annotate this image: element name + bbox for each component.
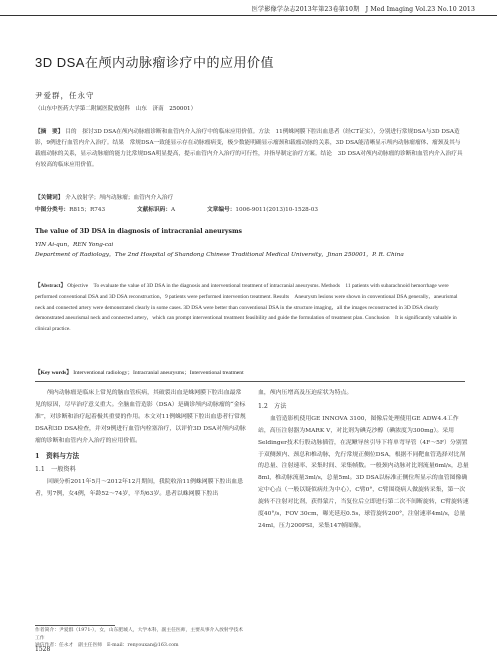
authors: 尹爱群，任永守 (35, 91, 95, 100)
doc-value: A (171, 207, 176, 213)
cls-label: 中图分类号： (35, 207, 70, 213)
abstract-cn (35, 127, 465, 171)
keywords-en-text: Interventional radiology；Intracranial aneurysms；Interventional treatment (73, 370, 244, 376)
keywords-cn-text: 介入放射学；颅内动脉瘤；血管内介入治疗 (65, 195, 174, 201)
body-column-right (258, 388, 470, 533)
continued-paragraph: 血，颅内压增高及压迫症状为特点。 (258, 390, 353, 396)
abstract-en (35, 281, 465, 335)
abstract-en-label: 【Abstract】 (35, 283, 66, 289)
cls-value: R815；R743 (69, 207, 106, 213)
english-authors: YIN Ai-qun，REN Yong-cai (35, 242, 114, 248)
running-head-text: 医学影像学杂志2013年第23卷第10期 J Med Imaging Vol.23 No.10 2013 (251, 6, 475, 13)
keywords-cn (35, 193, 465, 204)
classification-line (35, 205, 465, 216)
footnote-author-bio: 作者简介：尹爱群（1971-），女，山东肥城人，大学本科，副主任医师，主要从事介入放射学技术工作 (35, 628, 244, 641)
subsection-heading-1-1: 1.1 一般资料 (35, 466, 76, 474)
doc-label: 文献标识码： (136, 207, 172, 213)
header-rule (0, 15, 497, 16)
english-affiliation: Department of Radiology，The 2nd Hospital of Shandong Chinese Traditional Medical University，Jinan 250001，P. R. China (35, 252, 404, 258)
general-data-paragraph: 回顾分析2011年5月～2012年12月期间，我院收治11例蛛网膜下腔出血患者，男7例，女4例，年龄52～74岁，平均63岁。患者以蛛网膜下腔出 (35, 479, 243, 498)
abstract-label: 【摘 要】 (35, 129, 64, 135)
footnote (35, 627, 247, 650)
methods-paragraph: 血管造影机使用GE INNOVA 3100，图像后处理使用GE ADW4.4工作站，高压注射器为MARK V，对比剂为碘克沙醇（碘浓度为300mg）。采用Seldinger技术行股动脉插管，在泥鳅导丝引导下将单弯导管（4F～5F）分别置于双侧颈内、颈总和椎动脉，先行常规正侧位DSA，根据不同靶血管选择对比剂的总量、注射速率、采集时间、采集帧数。一般颈内动脉对比剂流量6ml/s，总量8ml，椎动脉流量3ml/s，总量5ml。3D DSA以标准正侧位所显示的血管图像确定中心点（一般以疑似病灶为中心），C臂0°，C臂围绕病人做旋转采集，第一次旋转不注射对比剂，获得蒙片，当复位后立即进行第二次不间断旋转，C臂旋转速度40°/s，FOV 30cm，曝光延迟0.5s，球管旋转200°，注射速率4ml/s，总量24ml，压力200PSI，采集147帧图像。 (258, 415, 469, 529)
section-heading-1: 1 资料与方法 (35, 451, 80, 460)
body-column-left (35, 388, 247, 501)
keywords-label: 【关键词】 (35, 195, 64, 201)
art-label: 文章编号： (206, 207, 236, 213)
keywords-en-label: 【Key words】 (35, 370, 72, 376)
abstract-cn-text: 目的 探讨3D DSA在颅内动脉瘤诊断和血管内介入治疗中的临床应用价值。方法 11例蛛网膜下腔出血患者（经CT证实），分别进行常规DSA与3D DSA造影，9例进行血管内介入治疗。结果 常规DSA一致能显示存在动脉瘤病变，极少数能明确显示瘤颈和载瘤动脉的关系，3D DSA能清晰显示颅内动脉瘤瘤体、瘤颈及其与载瘤动脉的关系，显示动脉瘤的能力比常规DSA明显提高，提示血管内介入治疗的可行性，并指导制定治疗方案。结论 3D DSA对颅内动脉瘤的诊断和血管内介入治疗具有较高的临床应用价值。 (35, 129, 463, 168)
intro-paragraph: 颅内动脉瘤是临床上常见的脑血管疾病，其破裂出血是蛛网膜下腔出血最常见的原因，尽早治疗意义重大。全脑血管造影（DSA）是确诊颅内动脉瘤的“金标准”，对诊断和治疗起着极其重要的作用。本文对11例蛛网膜下腔出血患者行常规DSA和3D DSA检查，并对9例进行血管内栓塞治疗，以评价3D DSA对颅内动脉瘤的诊断和血管内介入治疗的应用价值。 (35, 390, 246, 444)
english-title: The value of 3D DSA in diagnosis of intracranial aneurysms (35, 228, 243, 235)
page-number: 1528 (35, 646, 51, 653)
footnote-rule (35, 625, 115, 626)
affiliation: （山东中医药大学第二附属医院放射科 山东 济南 250001） (35, 106, 197, 112)
keywords-en (35, 368, 465, 376)
subsection-heading-1-2: 1.2 方法 (258, 402, 287, 410)
abstract-en-text: Objective To evaluate the value of 3D DSA in the diagnosis and interventional treatment of intracranial aneurysms. Methods 11 patients with subarachnoid hemorrhage were performed conventional DSA and 3D DSA reconstruction，9 patients were performed intervention treatment. Results Aneurysm lesions were shown in conventional DSA generally，aneurismal neck and connected artery were demonstrated clearly in some cases. 3D DSA were better than conventional DSA in the structure imaging，all the images reconstructed in 3D DSA clearly demonstrated aneurismal neck and connected artery，which can prompt interventional treatment feasibility and guide the formulation of treatment plan. Conclusion It is significantly valuable in clinical practice. (35, 283, 458, 333)
art-value: 1006-9011(2013)10-1528-03 (235, 207, 318, 213)
section-divider (35, 381, 465, 382)
footnote-correspondence: 通信作者：任永才 副主任医师 E-mail：renyouxan@163.com (35, 643, 179, 648)
article-title: 3D DSA在颅内动脉瘤诊疗中的应用价值 (35, 55, 274, 70)
